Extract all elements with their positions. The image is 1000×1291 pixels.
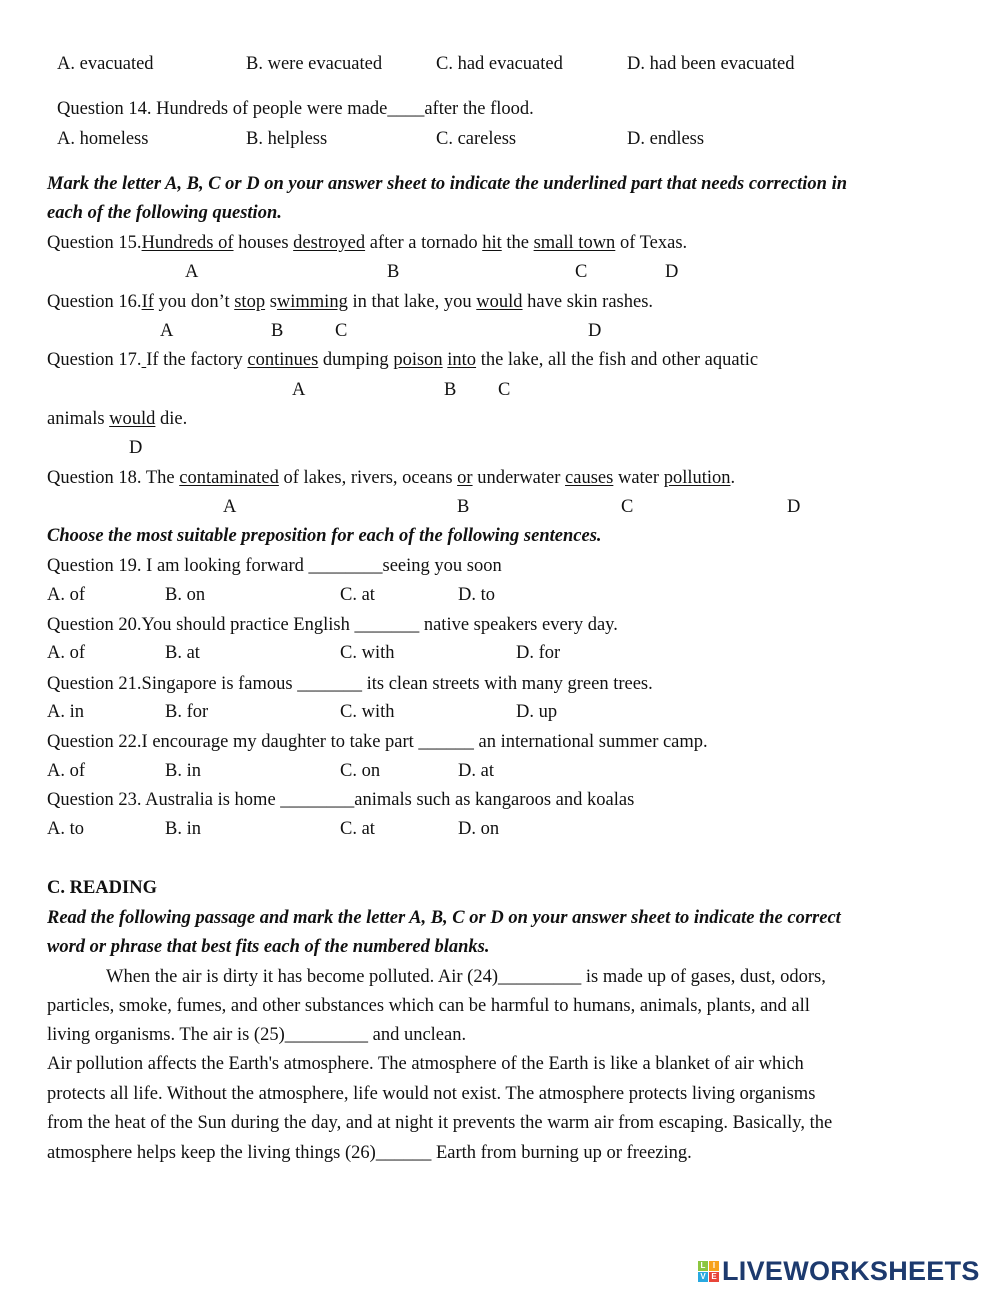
- q16-letter-b: B: [271, 321, 284, 341]
- text: If the factory: [146, 350, 248, 370]
- text: s: [265, 292, 277, 312]
- q16-letter-c: C: [335, 321, 348, 341]
- q13-option-c: C. had evacuated: [436, 54, 563, 74]
- q18-label: Question 18. The: [47, 468, 180, 488]
- text: in that lake, you: [347, 292, 477, 312]
- q16-part-d: would: [476, 292, 523, 312]
- q23-stem: Question 23. Australia is home ________animals such as kangaroos and koalas: [47, 790, 635, 810]
- q16-part-a: If: [141, 292, 154, 312]
- q18-letter-c: C: [621, 497, 634, 517]
- q18-part-b: or: [457, 468, 473, 488]
- q23-option-c: C. at: [340, 819, 375, 839]
- q22-stem: Question 22.I encourage my daughter to take part ______ an international summer camp.: [47, 732, 708, 752]
- q18-part-c: causes: [565, 468, 614, 488]
- q18-part-a: contaminated: [179, 468, 279, 488]
- q16-label: Question 16.: [47, 292, 142, 312]
- liveworksheets-logo: [698, 1256, 980, 1287]
- q16-part-b: stop: [234, 292, 266, 312]
- q23-option-a: A. to: [47, 819, 84, 839]
- q21-stem: Question 21.Singapore is famous _______ its clean streets with many green trees.: [47, 674, 653, 694]
- text: houses: [233, 233, 294, 253]
- q20-option-d: D. for: [516, 643, 561, 663]
- q17-part-d: would: [109, 409, 156, 429]
- q20-option-a: A. of: [47, 643, 86, 663]
- q15-part-b: destroyed: [293, 233, 366, 253]
- passage-line: from the heat of the Sun during the day, and at night it prevents the warm air from escaping. Basically, the: [47, 1113, 833, 1133]
- q21-option-d: D. up: [516, 702, 558, 722]
- q19-option-a: A. of: [47, 585, 86, 605]
- q20-stem: Question 20.You should practice English _______ native speakers every day.: [47, 615, 618, 635]
- text: of Texas.: [615, 233, 688, 253]
- q20-option-c: C. with: [340, 643, 395, 663]
- q19-option-d: D. to: [458, 585, 495, 605]
- q18-letter-b: B: [457, 497, 470, 517]
- q17-letter-b: B: [444, 380, 457, 400]
- passage-line: protects all life. Without the atmosphere, life would not exist. The atmosphere protects living organisms: [47, 1084, 816, 1104]
- passage-line: particles, smoke, fumes, and other substances which can be harmful to humans, animals, plants, and all: [47, 996, 810, 1016]
- q16-letter-a: A: [160, 321, 174, 341]
- q15-letter-d: D: [665, 262, 679, 282]
- q15-part-a: Hundreds of: [141, 233, 234, 253]
- instruction-prepositions: Choose the most suitable preposition for each of the following sentences.: [47, 526, 602, 546]
- text: .: [730, 468, 736, 488]
- q18-sentence: [47, 467, 735, 489]
- q20-option-b: B. at: [165, 643, 200, 663]
- text: animals: [47, 409, 110, 429]
- q15-part-d: small town: [533, 233, 616, 253]
- q15-label: Question 15.: [47, 233, 142, 253]
- q18-letter-d: D: [787, 497, 801, 517]
- q19-stem: Question 19. I am looking forward ________seeing you soon: [47, 556, 502, 576]
- logo-block: E: [709, 1272, 719, 1282]
- text: the: [501, 233, 534, 253]
- q17-letter-d: D: [129, 438, 143, 458]
- logo-text: LIVEWORKSHEETS: [722, 1256, 980, 1286]
- q13-option-a: A. evacuated: [57, 54, 154, 74]
- q21-option-c: C. with: [340, 702, 395, 722]
- text: after a tornado: [365, 233, 483, 253]
- q15-letter-b: B: [387, 262, 400, 282]
- passage-line: When the air is dirty it has become polluted. Air (24)_________ is made up of gases, dust, odors,: [106, 967, 826, 987]
- q15-sentence: [47, 232, 687, 254]
- q18-part-d: pollution: [663, 468, 731, 488]
- text: have skin rashes.: [522, 292, 654, 312]
- text: of lakes, rivers, oceans: [278, 468, 458, 488]
- q22-option-a: A. of: [47, 761, 86, 781]
- instruction-error-id-cont: each of the following question.: [47, 203, 282, 223]
- passage-line: atmosphere helps keep the living things (26)______ Earth from burning up or freezing.: [47, 1143, 692, 1163]
- logo-block: I: [709, 1261, 719, 1271]
- q19-option-c: C. at: [340, 585, 375, 605]
- text: dumping: [318, 350, 394, 370]
- passage-line: living organisms. The air is (25)_________ and unclean.: [47, 1025, 467, 1045]
- q21-option-a: A. in: [47, 702, 84, 722]
- text: water: [613, 468, 664, 488]
- instruction-error-id: Mark the letter A, B, C or D on your answer sheet to indicate the underlined part that needs correction in: [47, 174, 848, 194]
- reading-instruction-cont: word or phrase that best fits each of the numbered blanks.: [47, 937, 490, 957]
- q22-option-d: D. at: [458, 761, 494, 781]
- q14-option-c: C. careless: [436, 129, 517, 149]
- logo-blocks-icon: [698, 1261, 719, 1282]
- q19-option-b: B. on: [165, 585, 206, 605]
- q14-option-b: B. helpless: [246, 129, 328, 149]
- q13-option-d: D. had been evacuated: [627, 54, 795, 74]
- q13-option-b: B. were evacuated: [246, 54, 383, 74]
- q17-part-a: continues: [247, 350, 319, 370]
- q15-letter-a: A: [185, 262, 199, 282]
- q22-option-c: C. on: [340, 761, 381, 781]
- text: die.: [155, 409, 188, 429]
- q17-letter-a: A: [292, 380, 306, 400]
- q15-part-c: hit: [482, 233, 502, 253]
- q23-option-d: D. on: [458, 819, 500, 839]
- q17-sentence-cont: [47, 408, 187, 430]
- reading-instruction: Read the following passage and mark the letter A, B, C or D on your answer sheet to indicate the correct: [47, 908, 841, 928]
- passage-line: Air pollution affects the Earth's atmosphere. The atmosphere of the Earth is like a blanket of air which: [47, 1054, 804, 1074]
- q17-sentence: [47, 349, 758, 371]
- q14-option-a: A. homeless: [57, 129, 149, 149]
- q14-stem: Question 14. Hundreds of people were made____after the flood.: [57, 99, 534, 119]
- logo-block: L: [698, 1261, 708, 1271]
- text: you don’t: [153, 292, 235, 312]
- q22-option-b: B. in: [165, 761, 201, 781]
- q17-part-b: poison: [393, 350, 443, 370]
- q23-option-b: B. in: [165, 819, 201, 839]
- q16-sentence: [47, 291, 653, 313]
- q17-letter-c: C: [498, 380, 511, 400]
- q18-letter-a: A: [223, 497, 237, 517]
- text: underwater: [472, 468, 566, 488]
- logo-block: V: [698, 1272, 708, 1282]
- text: the lake, all the fish and other aquatic: [476, 350, 759, 370]
- q16-letter-d: D: [588, 321, 602, 341]
- q17-label: Question 17.: [47, 350, 142, 370]
- q15-letter-c: C: [575, 262, 588, 282]
- q16-part-c: wimming: [276, 292, 348, 312]
- reading-heading: C. READING: [47, 878, 157, 898]
- q17-part-c: into: [447, 350, 477, 370]
- q14-option-d: D. endless: [627, 129, 705, 149]
- q21-option-b: B. for: [165, 702, 209, 722]
